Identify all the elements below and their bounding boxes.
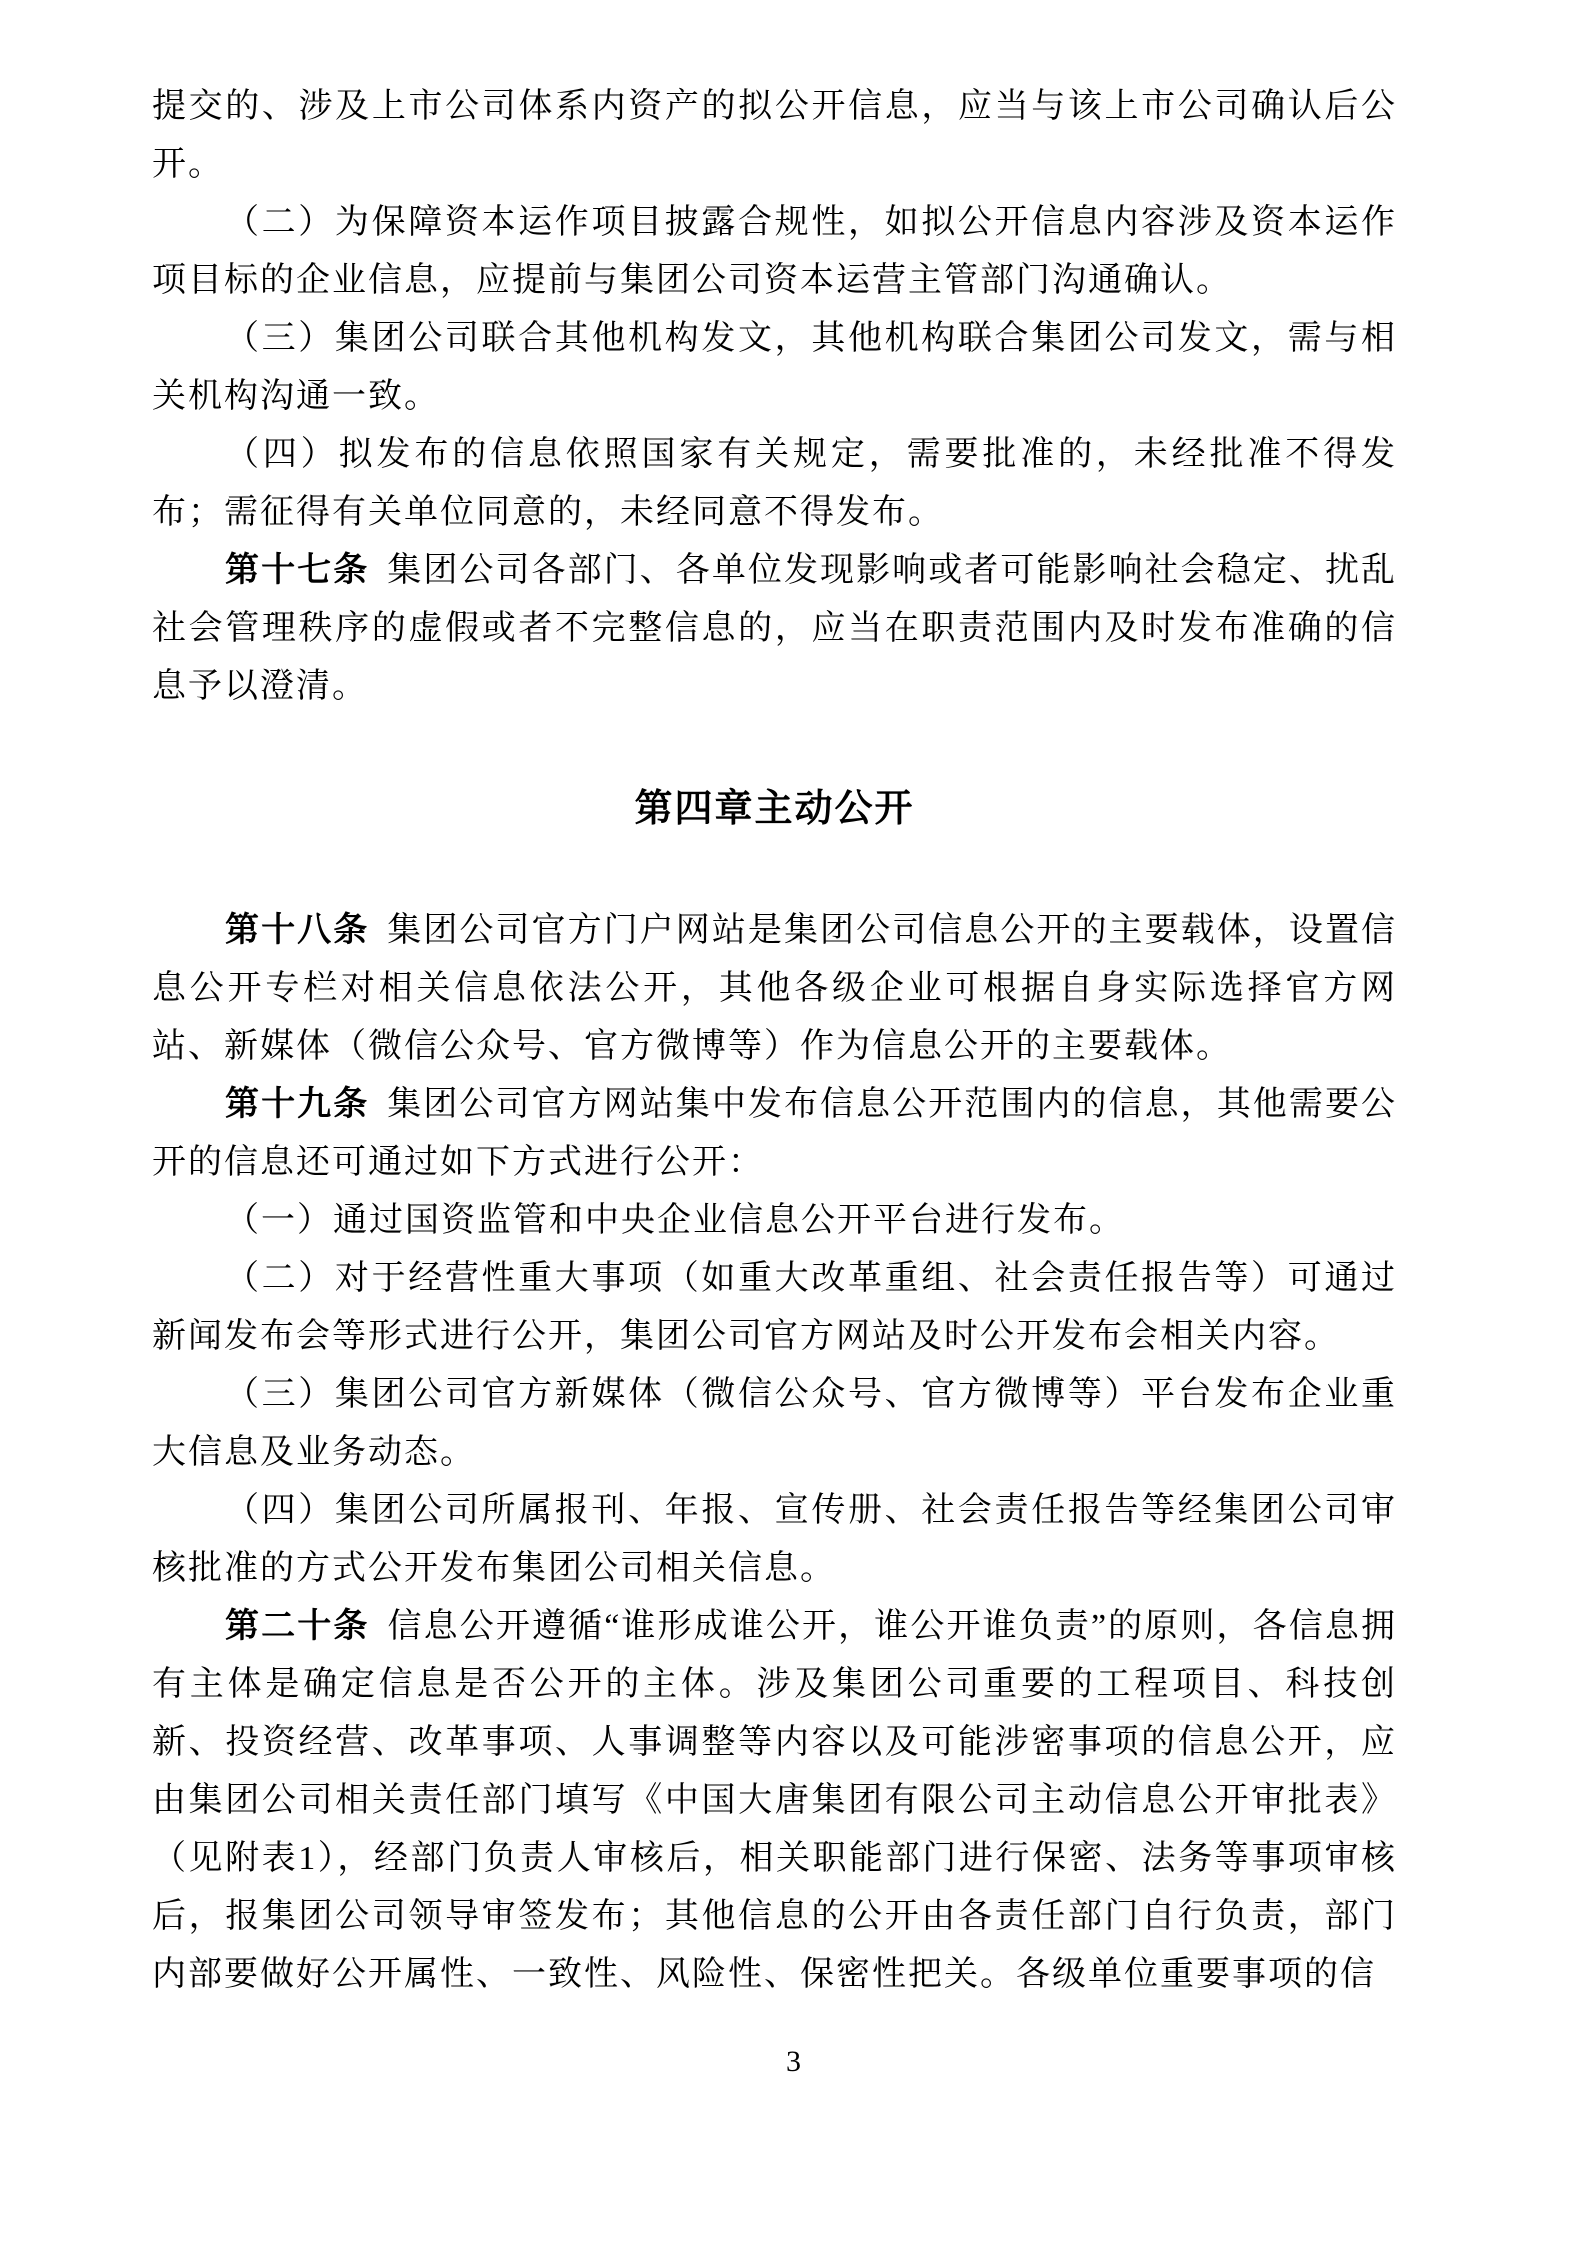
paragraph-text: 信息公开遵循“谁形成谁公开，谁公开谁负责”的原则，各信息拥有主体是确定信息是否公开的主体。涉及集团公司重要的工程项目、科技创新、投资经营、改革事项、人事调整等内容以及可能涉密事项的信息公开，应由集团公司相关责任部门填写《中国大唐集团有限公司主动信息公开审批表》（见附表1），经部门负责人审核后，相关职能部门进行保密、法务等事项审核后，报集团公司领导审签发布；其他信息的公开由各责任部门自行负责，部门内部要做好公开属性、一致性、风险性、保密性把关。各级单位重要事项的信 xyxy=(152,1608,1397,1993)
paragraph-text: （三）集团公司联合其他机构发文，其他机构联合集团公司发文，需与相关机构沟通一致。 xyxy=(152,320,1397,415)
paragraph-article-19 xyxy=(152,1076,1397,1192)
paragraph-text: 集团公司各部门、各单位发现影响或者可能影响社会稳定、扰乱社会管理秩序的虚假或者不完整信息的，应当在职责范围内及时发布准确的信息予以澄清。 xyxy=(152,552,1398,705)
paragraph-text: （三）集团公司官方新媒体（微信公众号、官方微博等）平台发布企业重大信息及业务动态。 xyxy=(152,1376,1397,1471)
paragraph-text: （四）拟发布的信息依照国家有关规定，需要批准的，未经批准不得发布；需征得有关单位同意的，未经同意不得发布。 xyxy=(152,436,1397,531)
article-number-label: 第十九条 xyxy=(225,1086,370,1123)
page-number: 3 xyxy=(786,2045,801,2078)
chapter-heading: 第四章主动公开 xyxy=(634,788,915,830)
paragraph-text: 提交的、涉及上市公司体系内资产的拟公开信息，应当与该上市公司确认后公开。 xyxy=(152,88,1397,183)
paragraph-item-3b xyxy=(152,1366,1397,1482)
paragraph-text: （四）集团公司所属报刊、年报、宣传册、社会责任报告等经集团公司审核批准的方式公开发布集团公司相关信息。 xyxy=(152,1492,1397,1587)
article-number-label: 第十七条 xyxy=(225,552,370,589)
paragraph-item-1 xyxy=(152,1192,1397,1250)
paragraph-text: 集团公司官方门户网站是集团公司信息公开的主要载体，设置信息公开专栏对相关信息依法公开，其他各级企业可根据自身实际选择官方网站、新媒体（微信公众号、官方微博等）作为信息公开的主要载体。 xyxy=(152,912,1398,1065)
paragraph-text: （一）通过国资监管和中央企业信息公开平台进行发布。 xyxy=(225,1202,1125,1239)
paragraph-text: 集团公司官方网站集中发布信息公开范围内的信息，其他需要公开的信息还可通过如下方式进行公开： xyxy=(152,1086,1398,1181)
article-number-label: 第十八条 xyxy=(225,912,370,949)
paragraph-article-20 xyxy=(152,1598,1397,2004)
paragraph-item-4b xyxy=(152,1482,1397,1598)
paragraph-item-2 xyxy=(152,194,1397,310)
paragraph-article-17 xyxy=(152,542,1397,716)
paragraph-item-2b xyxy=(152,1250,1397,1366)
document-body xyxy=(152,78,1397,2004)
paragraph-item-4 xyxy=(152,426,1397,542)
paragraph-continuation xyxy=(152,78,1397,194)
paragraph-text: （二）对于经营性重大事项（如重大改革重组、社会责任报告等）可通过新闻发布会等形式进行公开，集团公司官方网站及时公开发布会相关内容。 xyxy=(152,1260,1397,1355)
paragraph-item-3 xyxy=(152,310,1397,426)
paragraph-article-18 xyxy=(152,902,1397,1076)
paragraph-text: （二）为保障资本运作项目披露合规性，如拟公开信息内容涉及资本运作项目标的企业信息，应提前与集团公司资本运营主管部门沟通确认。 xyxy=(152,204,1397,299)
article-number-label: 第二十条 xyxy=(225,1608,370,1645)
